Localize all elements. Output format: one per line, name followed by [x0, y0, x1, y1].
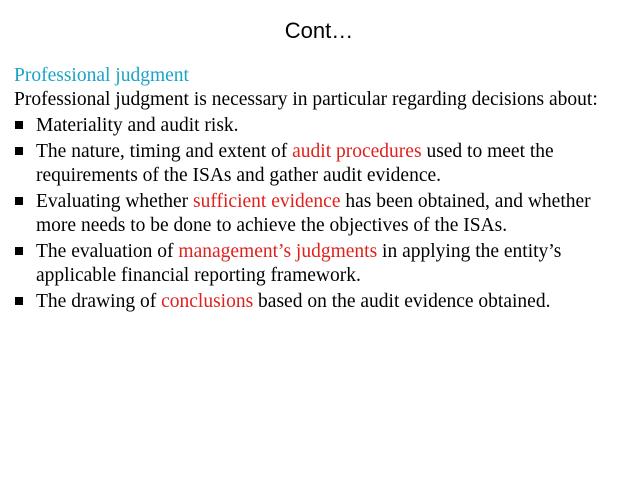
bullet-item-sufficient-evidence — [14, 190, 626, 238]
slide-title: Cont… — [284, 18, 354, 43]
bullet-text: used to meet the requirements of the ISAs and gather audit evidence. — [36, 141, 554, 186]
bullet-text: Materiality and audit risk. — [36, 115, 239, 136]
square-bullet-icon — [15, 147, 23, 155]
bullet-item-management-judgments — [14, 240, 626, 288]
bullet-text: The drawing of — [36, 291, 162, 312]
intro-paragraph: Professional judgment is necessary in particular regarding decisions about: — [14, 89, 598, 110]
slide-body — [14, 64, 626, 314]
bullet-text: in applying the entity’s applicable financial reporting framework. — [36, 241, 562, 286]
square-bullet-icon — [15, 197, 23, 205]
highlighted-term: management’s judgments — [178, 241, 378, 262]
square-bullet-icon — [15, 247, 23, 255]
bullet-text: based on the audit evidence obtained. — [253, 291, 551, 312]
bullet-list — [14, 114, 626, 314]
square-bullet-icon — [15, 121, 23, 129]
bullet-item-conclusions — [14, 290, 626, 314]
bullet-text: Evaluating whether — [36, 191, 194, 212]
bullet-item-audit-procedures — [14, 140, 626, 188]
square-bullet-icon — [15, 297, 23, 305]
highlighted-term: audit procedures — [292, 141, 422, 162]
highlighted-term: conclusions — [161, 291, 254, 312]
section-subheading: Professional judgment — [14, 65, 189, 86]
bullet-item-materiality — [14, 114, 626, 138]
bullet-text: The nature, timing and extent of — [36, 141, 293, 162]
bullet-text: The evaluation of — [36, 241, 179, 262]
bullet-text: has been obtained, and whether more needs to be done to achieve the objectives of the ISAs. — [36, 191, 591, 236]
highlighted-term: sufficient evidence — [193, 191, 341, 212]
